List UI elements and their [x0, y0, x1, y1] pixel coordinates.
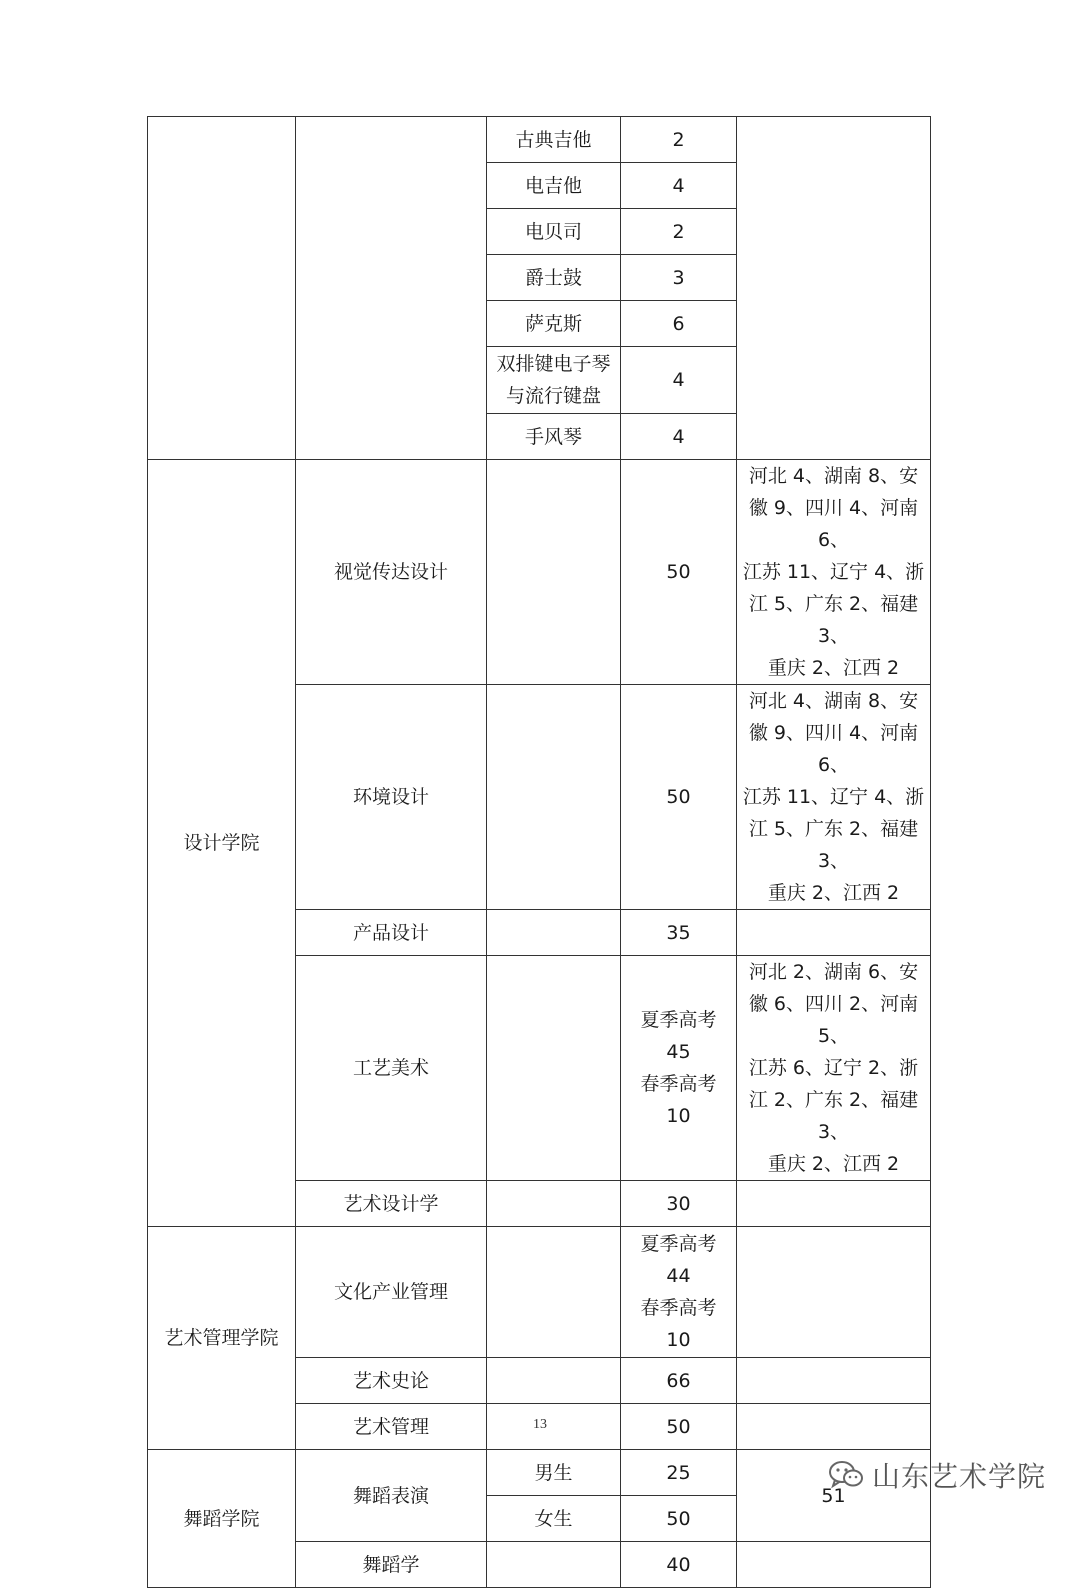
major-cell: 舞蹈表演	[296, 1450, 487, 1542]
province-cell	[737, 1181, 931, 1227]
direction-cell: 女生	[487, 1496, 621, 1542]
count-cell: 50	[621, 1496, 737, 1542]
cell-line: 重庆 2、江西 2	[767, 882, 900, 904]
cell-line: 江苏 11、辽宁 4、浙	[742, 786, 925, 808]
college-cell: 设计学院	[148, 460, 296, 1227]
major-cell: 艺术史论	[296, 1358, 487, 1404]
direction-cell	[487, 1542, 621, 1588]
direction-cell	[487, 685, 621, 910]
count-cell: 2	[621, 209, 737, 255]
cell-line: 河北 4、湖南 8、安	[748, 465, 919, 487]
direction-cell	[487, 1227, 621, 1358]
count-cell: 3	[621, 255, 737, 301]
cell-line: 45	[666, 1041, 691, 1063]
direction-cell: 爵士鼓	[487, 255, 621, 301]
cell-line: 重庆 2、江西 2	[767, 657, 900, 679]
cell-line: 徽 9、四川 4、河南 6、	[748, 722, 919, 776]
cell-line: 春季高考	[640, 1073, 717, 1095]
province-cell	[737, 1358, 931, 1404]
major-cell: 视觉传达设计	[296, 460, 487, 685]
major-cell: 工艺美术	[296, 956, 487, 1181]
cell-line: 江 2、广东 2、福建 3、	[748, 1089, 919, 1143]
cell-line: 10	[666, 1105, 691, 1127]
cell-line: 10	[666, 1329, 691, 1351]
wechat-icon	[828, 1460, 864, 1490]
cell-line: 夏季高考	[640, 1233, 717, 1255]
cell-line: 重庆 2、江西 2	[767, 1153, 900, 1175]
cell-line: 江苏 11、辽宁 4、浙	[742, 561, 925, 583]
direction-cell: 电吉他	[487, 163, 621, 209]
enrollment-table-body	[148, 117, 931, 1588]
count-cell: 40	[621, 1542, 737, 1588]
major-cell	[296, 117, 487, 460]
province-cell: 51	[737, 1450, 931, 1542]
count-cell: 30	[621, 1181, 737, 1227]
direction-cell: 萨克斯	[487, 301, 621, 347]
college-cell: 舞蹈学院	[148, 1450, 296, 1588]
province-cell	[737, 117, 931, 460]
major-cell: 舞蹈学	[296, 1542, 487, 1588]
count-cell: 6	[621, 301, 737, 347]
table-row	[148, 1227, 931, 1358]
cell-line: 夏季高考	[640, 1009, 717, 1031]
direction-cell	[487, 910, 621, 956]
count-cell: 66	[621, 1358, 737, 1404]
college-cell	[148, 117, 296, 460]
count-cell: 4	[621, 414, 737, 460]
province-cell	[737, 460, 931, 685]
province-cell	[737, 956, 931, 1181]
cell-line: 徽 9、四川 4、河南 6、	[748, 497, 919, 551]
major-cell: 产品设计	[296, 910, 487, 956]
count-cell: 35	[621, 910, 737, 956]
count-cell: 2	[621, 117, 737, 163]
major-cell: 文化产业管理	[296, 1227, 487, 1358]
watermark	[828, 1455, 1046, 1495]
college-cell: 艺术管理学院	[148, 1227, 296, 1450]
page-number: 13	[533, 1417, 547, 1432]
direction-cell: 手风琴	[487, 414, 621, 460]
direction-cell: 男生	[487, 1450, 621, 1496]
major-cell: 艺术设计学	[296, 1181, 487, 1227]
direction-cell	[487, 1181, 621, 1227]
count-cell: 50	[621, 685, 737, 910]
cell-line: 徽 6、四川 2、河南 5、	[748, 993, 919, 1047]
cell-line: 与流行键盘	[505, 385, 601, 407]
table-row	[148, 1450, 931, 1496]
cell-line: 江苏 6、辽宁 2、浙	[748, 1057, 919, 1079]
cell-line: 双排键电子琴	[496, 353, 611, 375]
table-row	[148, 460, 931, 685]
province-cell	[737, 685, 931, 910]
cell-line: 江 5、广东 2、福建 3、	[748, 818, 919, 872]
table-row	[148, 117, 931, 163]
direction-cell: 电贝司	[487, 209, 621, 255]
cell-line: 江 5、广东 2、福建 3、	[748, 593, 919, 647]
direction-cell	[487, 347, 621, 414]
direction-cell	[487, 956, 621, 1181]
count-cell	[621, 956, 737, 1181]
province-cell	[737, 1542, 931, 1588]
cell-line: 河北 4、湖南 8、安	[748, 690, 919, 712]
major-cell: 艺术管理	[296, 1404, 487, 1450]
count-cell	[621, 1227, 737, 1358]
count-cell: 50	[621, 1404, 737, 1450]
enrollment-table	[147, 116, 931, 1588]
major-cell: 环境设计	[296, 685, 487, 910]
cell-line: 河北 2、湖南 6、安	[748, 961, 919, 983]
count-cell: 4	[621, 347, 737, 414]
direction-cell	[487, 1358, 621, 1404]
cell-line: 44	[666, 1265, 691, 1287]
direction-cell	[487, 460, 621, 685]
count-cell: 50	[621, 460, 737, 685]
count-cell: 4	[621, 163, 737, 209]
cell-line: 春季高考	[640, 1297, 717, 1319]
province-cell	[737, 1227, 931, 1358]
direction-cell: 古典吉他	[487, 117, 621, 163]
province-cell	[737, 910, 931, 956]
count-cell: 25	[621, 1450, 737, 1496]
watermark-text: 山东艺术学院	[871, 1460, 1046, 1493]
